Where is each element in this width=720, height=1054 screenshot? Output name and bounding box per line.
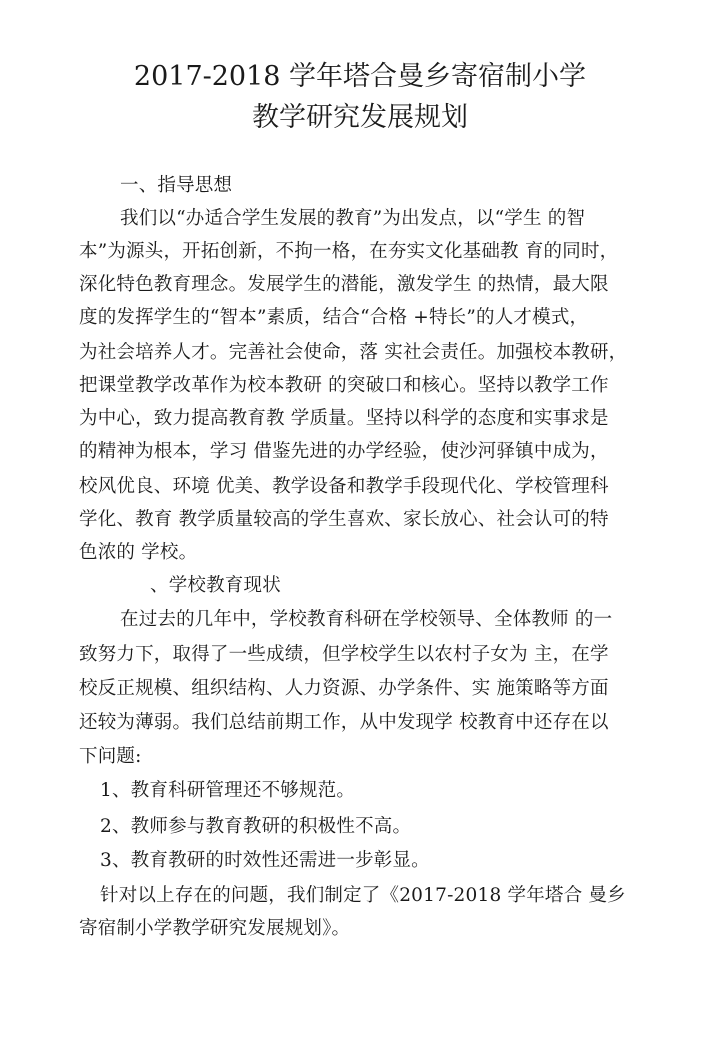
section-heading-school-status: 、学校教育现状 [150,575,281,596]
paragraph-line: 在过去的几年中，学校教育科研在学校领导、全体教师 的一 [120,609,613,630]
paragraph-line: 为中心，致力提高教育教 学质量。坚持以科学的态度和实事求是 [79,408,609,429]
document-title-line-2: 教学研究发展规划 [252,102,468,133]
paragraph-line: 寄宿制小学教学研究发展规划》。 [79,918,351,939]
list-item-problem-2: 2、教师参与教育教研的积极性不高。 [100,816,412,837]
paragraph-line: 深化特色教育理念。发展学生的潜能，激发学生 的热情，最大限 [79,274,609,295]
paragraph-line: 色浓的 学校。 [79,542,198,563]
list-item-problem-3: 3、教育教研的时效性还需进一步彰显。 [100,850,430,871]
paragraph-line: 学化、教育 教学质量较高的学生喜欢、家长放心、社会认可的特 [79,509,609,530]
paragraph-line: 我们以“办适合学生发展的教育”为出发点，以“学生 的智 [120,208,586,229]
paragraph-line: 校风优良、环境 优美、教学设备和教学手段现代化、学校管理科 [79,476,609,497]
paragraph-line: 把课堂教学改革作为校本教研 的突破口和核心。坚持以教学工作 [79,375,609,396]
paragraph-line: 为社会培养人才。完善社会使命，落 实社会责任。加强校本教研， [79,342,628,363]
section-heading-guiding-ideology: 一、指导思想 [120,175,233,196]
list-item-problem-1: 1、教育科研管理还不够规范。 [100,780,356,801]
paragraph-line: 致努力下，取得了一些成绩，但学校学生以农村子女为 主，在学 [79,644,609,665]
paragraph-line: 度的发挥学生的“智本”素质，结合“合格 +特长”的人才模式， [79,307,589,328]
paragraph-line: 的精神为根本，学习 借鉴先进的办学经验，使沙河驿镇中成为， [79,441,609,462]
paragraph-line: 针对以上存在的问题，我们制定了《2017-2018 学年塔合 曼乡 [100,885,626,906]
paragraph-line: 还较为薄弱。我们总结前期工作，从中发现学 校教育中还存在以 [79,712,609,733]
paragraph-line: 下问题: [79,746,142,767]
paragraph-line: 校反正规模、组织结构、人力资源、办学条件、实 施策略等方面 [79,678,609,699]
paragraph-line: 本”为源头，开拓创新，不拘一格，在夯实文化基础教 育的同时， [79,241,619,262]
document-title-line-1: 2017-2018 学年塔合曼乡寄宿制小学 [133,61,587,92]
